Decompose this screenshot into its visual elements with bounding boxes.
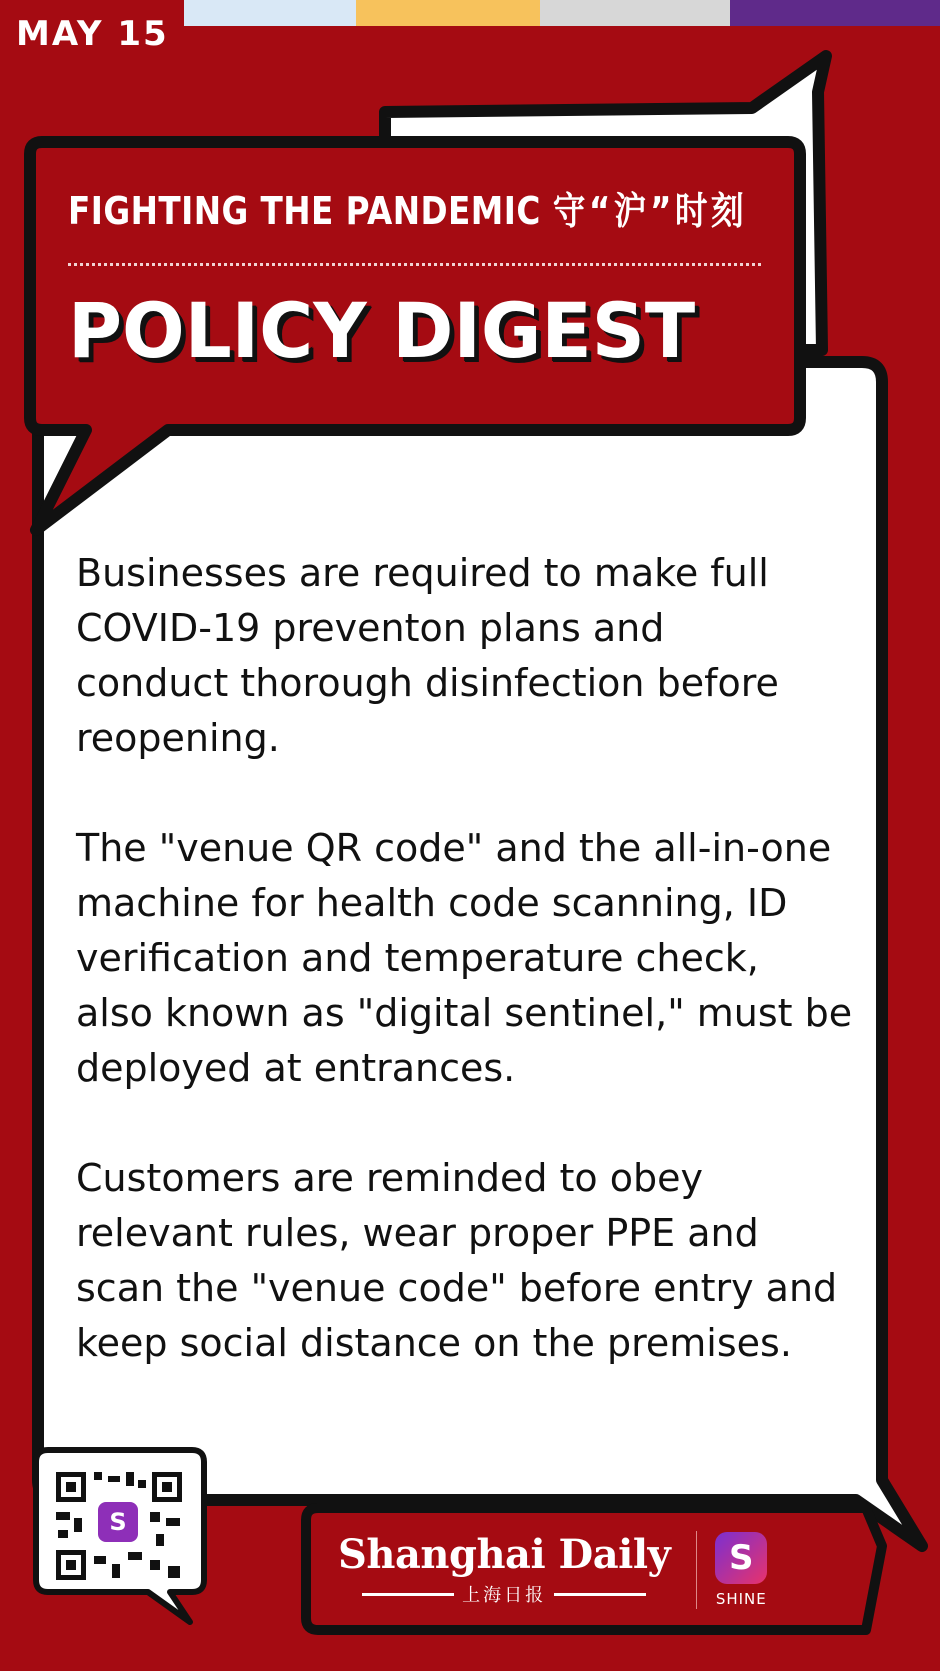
policy-line: conduct thorough disinfection before — [76, 661, 779, 705]
policy-line: scan the "venue code" before entry and — [76, 1266, 838, 1310]
policy-paragraph — [76, 821, 856, 1096]
shine-label: SHINE — [715, 1590, 767, 1608]
date-label: MAY 15 — [16, 14, 169, 54]
policy-paragraph — [76, 546, 856, 766]
policy-line: COVID-19 preventon plans and — [76, 606, 665, 650]
subtitle-en: FIGHTING THE PANDEMIC — [68, 189, 541, 233]
policy-body — [76, 546, 856, 1426]
policy-line: relevant rules, wear proper PPE and — [76, 1211, 759, 1255]
policy-line: The "venue QR code" and the all-in-one — [76, 826, 832, 870]
shine-icon: S — [715, 1532, 767, 1584]
qr-code-card — [36, 1450, 204, 1622]
brand-line-right — [554, 1593, 646, 1596]
policy-line: Customers are reminded to obey — [76, 1156, 703, 1200]
brand-cn-row — [338, 1581, 670, 1607]
subtitle — [68, 180, 748, 235]
policy-line: keep social distance on the premises. — [76, 1321, 792, 1365]
policy-line: Businesses are required to make full — [76, 551, 769, 595]
brand-name: Shanghai Daily — [338, 1531, 671, 1578]
page-title: POLICY DIGEST — [68, 286, 696, 375]
brand-line-left — [362, 1593, 454, 1596]
svg-text:S: S — [109, 1508, 127, 1536]
shine-logo — [715, 1532, 767, 1608]
policy-line: machine for health code scanning, ID — [76, 881, 788, 925]
policy-line: reopening. — [76, 716, 280, 760]
footer-logos — [338, 1530, 767, 1610]
dotted-divider — [68, 263, 761, 266]
subtitle-cn: 守“沪”时刻 — [552, 189, 748, 233]
policy-paragraph — [76, 1151, 856, 1371]
policy-line: also known as "digital sentinel," must be — [76, 991, 853, 1035]
policy-line: verification and temperature check, — [76, 936, 759, 980]
logo-divider — [696, 1531, 697, 1609]
policy-line: deployed at entrances. — [76, 1046, 516, 1090]
shanghai-daily-logo — [338, 1533, 670, 1607]
header-text — [68, 180, 788, 375]
brand-cn: 上海日报 — [462, 1585, 547, 1606]
